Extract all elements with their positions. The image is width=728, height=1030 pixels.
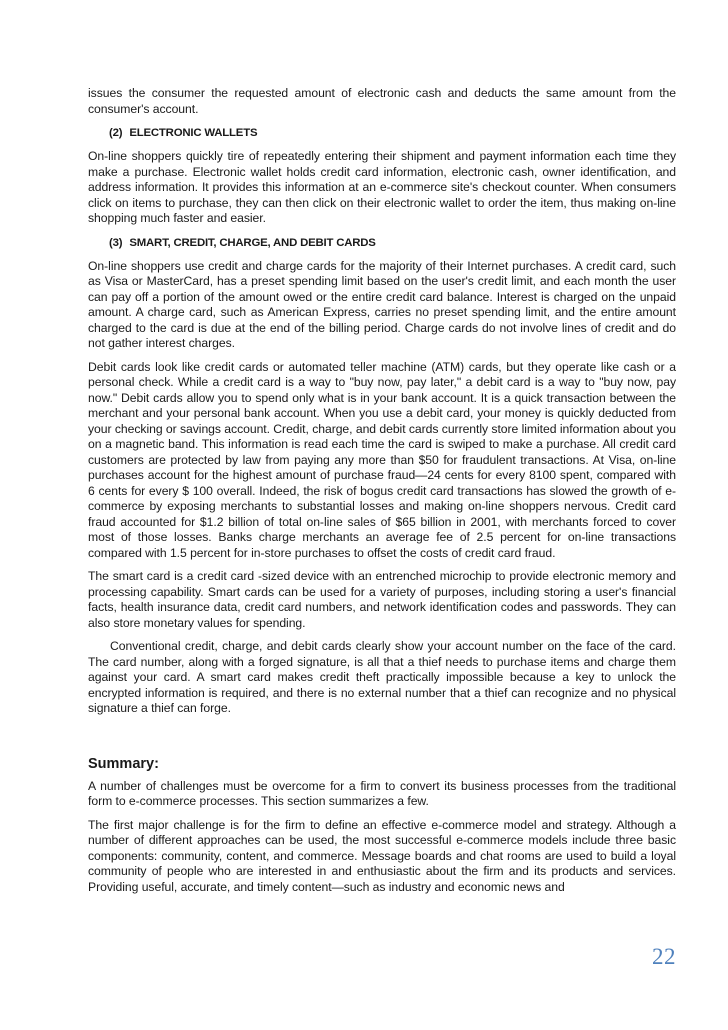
paragraph-conventional-cards: Conventional credit, charge, and debit cards clearly show your account number on the face of the card. The card number, along with a forged signature, is all that a thief needs to purchase items and charge them against your card. A smart card makes credit theft practically impossible because a key to unlock the encrypted information is required, and there is no external number that a thief can recognize and no physical signature a thief can forge. <box>88 639 676 715</box>
subheading-cards <box>109 235 676 251</box>
subheading-number: (3) <box>109 236 123 249</box>
paragraph-electronic-cash-continued: issues the consumer the requested amount of electronic cash and deducts the same amount from the consumer's account. <box>88 86 676 116</box>
subheading-electronic-wallets <box>109 125 676 141</box>
subheading-title: SMART, CREDIT, CHARGE, AND DEBIT CARDS <box>129 236 376 249</box>
document-page <box>88 86 676 903</box>
paragraph-credit-charge-cards: On-line shoppers use credit and charge cards for the majority of their Internet purchases. A credit card, such as Visa or MasterCard, has a preset spending limit based on the user's credit limit, and each month the user can pay off a portion of the amount owed or the entire credit card balance. Interest is charged on the unpaid amount. A charge card, such as American Express, carries no preset spending limit, and the entire amount charged to the card is due at the end of the billing period. Charge cards do not involve lines of credit and do not gather interest charges. <box>88 258 676 350</box>
paragraph-smart-card: The smart card is a credit card -sized device with an entrenched microchip to provide electronic memory and processing capability. Smart cards can be used for a variety of purposes, including storing a user's financial facts, health insurance data, credit card numbers, and network identification codes and passwords. They can also store monetary values for spending. <box>88 569 676 630</box>
page-number: 22 <box>652 944 676 969</box>
paragraph-first-challenge: The first major challenge is for the firm to define an effective e-commerce model and strategy. Although a number of different approaches can be used, the most successful e-commerce models include three basic components: community, content, and commerce. Message boards and chat rooms are used to build a loyal community of people who are interested in and enthusiastic about the firm and its products and services. Providing useful, accurate, and timely content—such as industry and economic news and <box>88 817 676 894</box>
paragraph-electronic-wallets: On-line shoppers quickly tire of repeatedly entering their shipment and payment information each time they make a purchase. Electronic wallet holds credit card information, electronic cash, owner identification, and address information. It provides this information at an e-commerce site's checkout counter. When consumers click on items to purchase, they can then click on their electronic wallet to order the item, thus making on-line shopping much faster and easier. <box>88 149 676 225</box>
subheading-title: ELECTRONIC WALLETS <box>129 127 258 139</box>
paragraph-summary-intro: A number of challenges must be overcome for a firm to convert its business processes from the traditional form to e-commerce processes. This section summarizes a few. <box>88 778 676 808</box>
summary-heading: Summary: <box>88 755 159 772</box>
subheading-number: (2) <box>109 127 123 139</box>
paragraph-debit-cards: Debit cards look like credit cards or automated teller machine (ATM) cards, but they operate like cash or a personal check. While a credit card is a way to "buy now, pay later," a debit card is a way to "buy now, pay now." Debit cards allow you to spend only what is in your bank account. It is a quick transaction between the merchant and your personal bank account. When you use a debit card, your money is quickly deducted from your checking or savings account. Credit, charge, and debit cards currently store limited information about you on a magnetic band. This information is read each time the card is swiped to make a purchase. All credit card customers are protected by law from paying any more than $50 for fraudulent transactions. At Visa, on-line purchases account for the highest amount of purchase fraud—24 cents for every 8100 spent, compared with 6 cents for every $ 100 overall. Indeed, the risk of bogus credit card transactions has slowed the growth of e-commerce by exposing merchants to substantial losses and making on-line shoppers nervous. Credit card fraud accounted for $1.2 billion of total on-line sales of $65 billion in 2001, with merchants forced to cover most of those losses. Banks charge merchants an average fee of 2.5 percent for on-line transactions compared with 1.5 percent for in-store purchases to offset the costs of credit card fraud. <box>88 359 676 560</box>
